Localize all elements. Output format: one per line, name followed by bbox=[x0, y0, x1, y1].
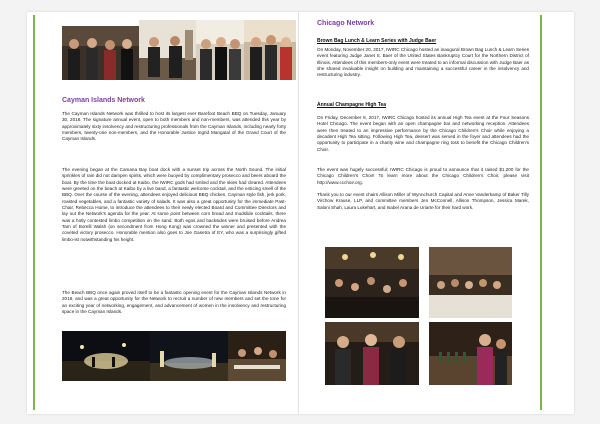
chicago-photo-ring-toss bbox=[429, 322, 512, 385]
page-gutter bbox=[298, 12, 299, 414]
cayman-paragraph-1: The Cayman Islands Network was thrilled to host its largest ever Barefoot Beach BBQ on Tuesday, January 30, 2018. The signature annual event, open to both members and non-members, was attended this year by approximately sixty insolvency and restructuring professionals from the Cayman Islands, including nearly forty members, twenty-one non-members, and the Honorable Justice Ingrid Mangatal of the Grand Court of the Cayman Islands. bbox=[62, 111, 286, 142]
right-accent-rule bbox=[540, 15, 542, 410]
cayman-photo-beach-night-2 bbox=[150, 331, 228, 381]
brown-bag-title: Brown Bag Lunch & Learn Series with Judge Baer bbox=[317, 38, 437, 44]
left-accent-rule bbox=[33, 15, 35, 410]
chicago-photo-choir bbox=[429, 247, 512, 318]
chicago-photo-guests bbox=[325, 322, 419, 385]
cayman-paragraph-2: The evening began at the Camana Bay boat dock with a sunset trip across the North Sound. The initial sprinkles of rain did not dampen spirits, which were buoyed by complimentary prosecco and beers aboard the boat. By the time the boat docked at Kaibo, the IWIRC gods had smiled and the skies had cleared. Attendees were greeted on the beach at Kaibo by a live band, a fantastic welcome cocktail, and the enticing smell of the BBQ. Over the course of the evening, attendees enjoyed delicious BBQ chicken, Cayman style fish, jerk pork, roasted vegetables, and a fantastic variety of salads. It was also a great opportunity for the immediate Past-Chair, Rebecca Hume, to introduce the attendees to their newly elected Board and Committee Directors and lay out the Network's agenda for the year. At some point between corn bread and mudslide cocktails, there was a hotly contested limbo competition on the sand. Both egos and backsides were bruised before Andrea Tam of Borelli Walsh (on secondment from Hong Kong) was crowned the winner and presented with the coveted victory prosecco. Honorable mention also goes to Joe Gasetra of EY, who was a surprisingly gifted limbo-ist notwithstanding his height. bbox=[62, 167, 286, 242]
chicago-photo-ballroom bbox=[325, 247, 419, 318]
thank-you-text: Thank you to our event chairs Allison Miller of Wynnchurch Capital and Anne Vanderkamp of Baker Tilly Virchow Krause, LLP, and committee members Jen McConnell, Allison Thompson, Jessica Marek, Saloni Shah, Laura Lukehart, and Isabel Arana de Uriarte for their hard work. bbox=[317, 192, 529, 210]
chicago-network-heading: Chicago Network bbox=[317, 20, 375, 27]
brown-bag-text: On Monday, November 20, 2017, IWIRC Chicago hosted an inaugural Brown Bag Lunch & Learn Series event featuring Judge Janet S. Baer of the United States Bankruptcy Court for the Northern District of Illinois. Attendees of this members-only event were treated to an informal discussion with Judge Baer as she shared invaluable insight on building and maintaining a successful career in the insolvency and restructuring industry. bbox=[317, 47, 529, 78]
cayman-photo-trio bbox=[196, 20, 244, 80]
cayman-photo-bar bbox=[139, 20, 196, 80]
high-tea-results-text: The event was hugely successful; IWIRC Chicago is proud to announce that it raised $1,200 for the Chicago Children's Choir! To learn more about the Chicago Children's Choir, please visit http://www.ccchoir.org. bbox=[317, 167, 529, 185]
cayman-paragraph-3: The Beach BBQ once again proved itself to be a fantastic opening event for the Cayman Islands Network in 2018, and was a great opportunity for the Network to recruit a number of new members and set the tone for an exciting year of networking, engagement, and advancement of women in the insolvency and restructuring space in the Cayman Islands. bbox=[62, 290, 286, 315]
cayman-network-heading: Cayman Islands Network bbox=[62, 97, 145, 104]
cayman-photo-group-dark bbox=[62, 26, 139, 80]
cayman-photo-dinner bbox=[228, 331, 286, 381]
cayman-photo-beach-night-1 bbox=[62, 331, 150, 381]
high-tea-text: On Friday, December 8, 2017, IWIRC Chicago hosted its annual High Tea event at the Four Seasons Hotel Chicago. The event began with an open champagne bar and networking reception. Attendees were then treated to an impressive performance by the Chicago Children's Choir while enjoying a decadent High Tea sitting. Following High Tea, dessert was served in the foyer and attendees had the opportunity to participate in a charity wine and champagne ring toss to benefit the Chicago Children's Choir. bbox=[317, 115, 529, 152]
cayman-photo-women bbox=[244, 20, 296, 80]
high-tea-title: Annual Champagne High Tea bbox=[317, 102, 387, 108]
